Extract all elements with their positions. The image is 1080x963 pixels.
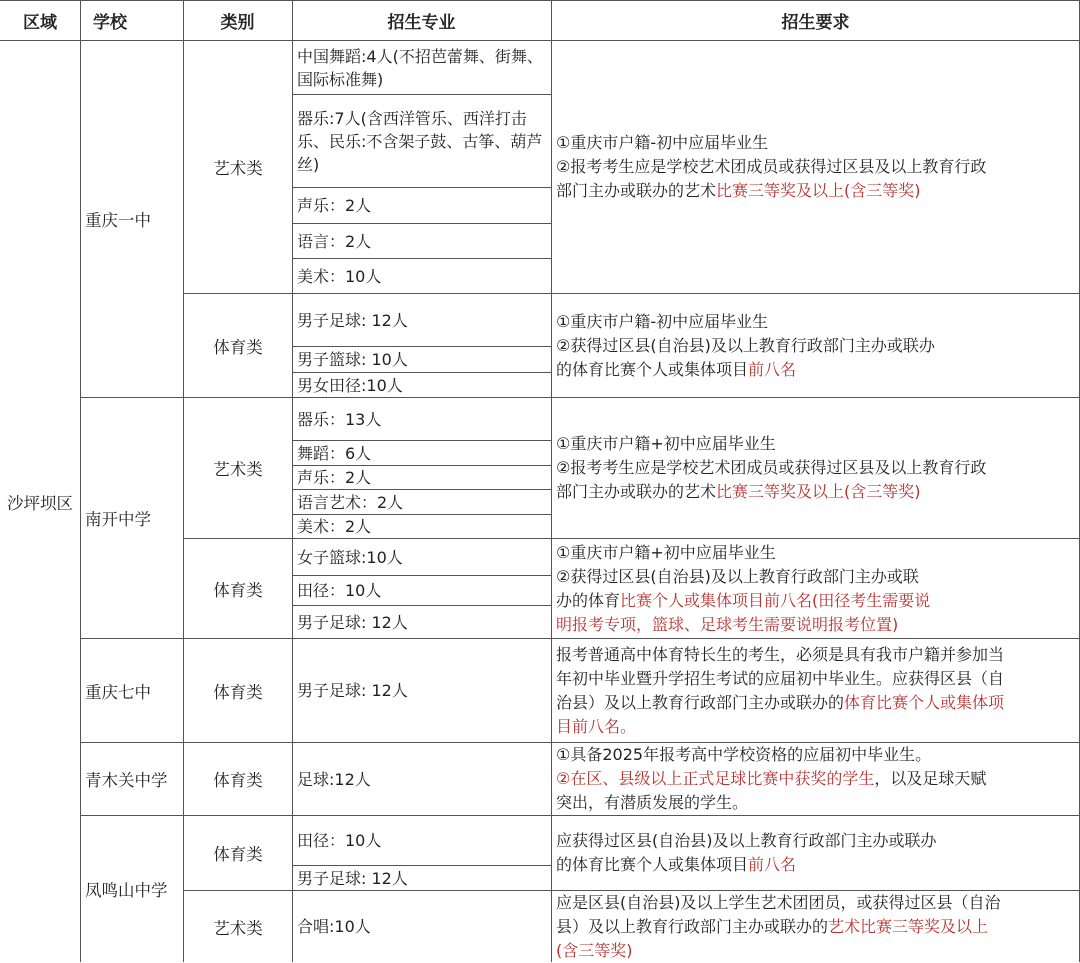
major-cell: 舞蹈：6人 bbox=[297, 443, 372, 463]
requirement-line: 应是区县(自治县)及以上学生艺术团团员，或获得过区县（自治 bbox=[556, 892, 1001, 912]
requirement-line: ①重庆市户籍+初中应届毕业生 bbox=[556, 434, 776, 453]
requirement-line: 县）及以上教育行政部门主办或联办的艺术比赛三等奖及以上 bbox=[556, 916, 989, 936]
major-cell: 男女田径:10人 bbox=[297, 375, 403, 395]
header-school: 学校 bbox=[93, 12, 127, 33]
requirement-line: ②报考考生应是学校艺术团成员或获得过区县及以上教育行政 bbox=[556, 458, 987, 477]
highlight-text: 艺术比赛三等奖及以上 bbox=[828, 916, 989, 936]
major-cell: 美术：2人 bbox=[297, 517, 372, 536]
school-chongqing-no1: 重庆一中 bbox=[85, 211, 151, 230]
category-sport: 体育类 bbox=[213, 580, 263, 600]
requirement-line: ①重庆市户籍+初中应届毕业生 bbox=[556, 542, 776, 562]
requirement-line: ②报考考生应是学校艺术团成员或获得过区县及以上教育行政 bbox=[556, 157, 987, 176]
major-cell: 男子足球: 12人 bbox=[297, 612, 408, 632]
major-cell: 合唱:10人 bbox=[297, 917, 371, 936]
requirement-line: ①具备2025年报考高中学校资格的应届初中毕业生。 bbox=[556, 745, 932, 764]
major-cell: 女子篮球:10人 bbox=[297, 547, 403, 567]
requirement-cell bbox=[552, 398, 1079, 538]
requirement-line: 突出，有潜质发展的学生。 bbox=[556, 793, 749, 812]
requirement-line: 部门主办或联办的艺术比赛三等奖及以上(含三等奖) bbox=[556, 181, 921, 200]
region-cell: 沙坪坝区 bbox=[7, 493, 73, 513]
category-art: 艺术类 bbox=[213, 918, 263, 938]
highlight-text: 前八名 bbox=[748, 359, 797, 379]
major-cell: 足球:12人 bbox=[297, 769, 371, 789]
highlight-text: 比赛三等奖及以上(含三等奖) bbox=[716, 482, 921, 501]
requirement-line: ②获得过区县(自治县)及以上教育行政部门主办或联办 bbox=[556, 335, 935, 355]
category-sport: 体育类 bbox=[213, 845, 263, 864]
requirement-line: 应获得过区县(自治县)及以上教育行政部门主办或联办 bbox=[556, 831, 937, 850]
major-cell: 声乐：2人 bbox=[297, 196, 372, 215]
requirement-line: 的体育比赛个人或集体项目前八名 bbox=[556, 855, 797, 874]
category-sport: 体育类 bbox=[213, 682, 263, 702]
requirement-cell bbox=[552, 294, 1079, 397]
highlight-text: 比赛三等奖及以上(含三等奖) bbox=[716, 181, 921, 200]
major-cell: 语言：2人 bbox=[297, 231, 372, 251]
highlight-text: 比赛个人或集体项目前八名(田径考生需要说 bbox=[620, 590, 931, 610]
school-fengmingshan: 凤鸣山中学 bbox=[85, 881, 168, 900]
major-cell: 男子足球: 12人 bbox=[297, 868, 408, 888]
requirement-line: 年初中毕业暨升学招生考试的应届初中毕业生。应获得区县（自 bbox=[556, 668, 1005, 688]
school-nankai: 南开中学 bbox=[85, 510, 151, 529]
requirement-line: ①重庆市户籍-初中应届毕业生 bbox=[556, 133, 769, 152]
header-requirements: 招生要求 bbox=[781, 12, 850, 33]
header-majors: 招生专业 bbox=[387, 12, 456, 33]
requirement-cell bbox=[552, 891, 1079, 962]
major-cell: 男子足球: 12人 bbox=[297, 310, 408, 330]
highlight-text: ②在区、县级以上正式足球比赛中获奖的学生 bbox=[556, 769, 875, 788]
header-region: 区域 bbox=[23, 12, 57, 33]
header-category: 类别 bbox=[220, 12, 255, 33]
category-sport: 体育类 bbox=[213, 337, 263, 357]
requirement-cell bbox=[552, 816, 1079, 890]
requirement-line: 部门主办或联办的艺术比赛三等奖及以上(含三等奖) bbox=[556, 482, 921, 501]
major-cell: 田径：10人 bbox=[297, 831, 382, 850]
requirement-line: 的体育比赛个人或集体项目前八名 bbox=[556, 359, 797, 379]
highlight-text: 目前八名。 bbox=[556, 716, 637, 736]
highlight-text: (含三等奖) bbox=[556, 940, 633, 960]
highlight-text: 明报考专项，篮球、足球考生需要说明报考位置) bbox=[556, 614, 899, 634]
school-qingmuguan: 青木关中学 bbox=[85, 771, 168, 790]
major-cell: 田径：10人 bbox=[297, 581, 382, 600]
major-cell: 器乐:7人(含西洋管乐、西洋打击乐、民乐:不含架子鼓、古筝、葫芦丝) bbox=[297, 108, 543, 174]
major-cell: 中国舞蹈:4人(不招芭蕾舞、街舞、国际标准舞) bbox=[297, 46, 543, 89]
highlight-text: 前八名 bbox=[748, 855, 797, 874]
major-cell: 声乐：2人 bbox=[297, 468, 372, 487]
highlight-text: 体育比赛个人或集体项 bbox=[844, 692, 1005, 712]
requirement-line: 报考普通高中体育特长生的考生，必须是具有我市户籍并参加当 bbox=[556, 644, 1005, 664]
major-cell: 器乐：13人 bbox=[297, 409, 382, 429]
requirement-cell bbox=[552, 41, 1079, 293]
category-art: 艺术类 bbox=[213, 460, 263, 479]
category-sport: 体育类 bbox=[213, 771, 263, 790]
major-cell: 语言艺术：2人 bbox=[297, 492, 404, 512]
requirement-cell bbox=[552, 743, 1079, 815]
requirement-cell bbox=[552, 539, 1079, 638]
requirement-line: ①重庆市户籍-初中应届毕业生 bbox=[556, 311, 769, 331]
requirement-line: ②在区、县级以上正式足球比赛中获奖的学生，以及足球天赋 bbox=[556, 769, 987, 788]
requirement-line: 办的体育比赛个人或集体项目前八名(田径考生需要说 bbox=[556, 590, 931, 610]
major-cell: 美术：10人 bbox=[297, 266, 382, 286]
requirement-cell bbox=[552, 639, 1079, 742]
requirement-line: 治县）及以上教育行政部门主办或联办的体育比赛个人或集体项 bbox=[556, 692, 1005, 712]
category-art: 艺术类 bbox=[213, 159, 263, 178]
major-cell: 男子足球: 12人 bbox=[297, 681, 408, 700]
major-cell: 男子篮球: 10人 bbox=[297, 350, 408, 369]
school-chongqing-no7: 重庆七中 bbox=[85, 682, 151, 702]
requirement-line: ②获得过区县(自治县)及以上教育行政部门主办或联 bbox=[556, 566, 919, 586]
